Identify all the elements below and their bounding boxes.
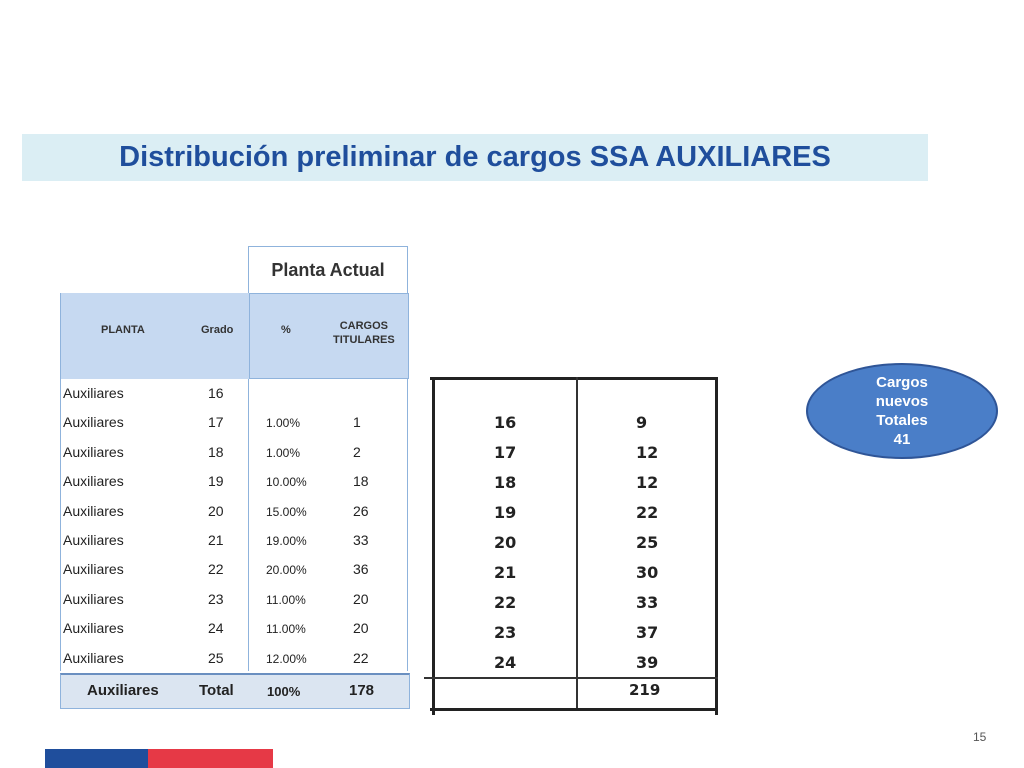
cell-cargos: 2 [353,443,361,460]
header-planta: PLANTA [101,324,145,336]
cell-pct: 20.00% [266,563,307,578]
cell-cargos: 33 [636,593,659,612]
cell-cargos: 20 [353,620,369,637]
cargos-nuevos-table [424,375,720,715]
cell-grado: 21 [208,532,224,548]
cell-cargos: 20 [353,590,369,607]
planta-actual-table [60,246,408,706]
header-grado: Grado [201,324,234,336]
cell-grado: 23 [208,590,224,607]
total-pct: 100% [267,684,301,699]
table-row [424,441,718,471]
footer-bar-red [148,749,273,768]
table-row [61,408,409,437]
total-cargos: 178 [349,682,375,699]
table-row [424,531,718,561]
cell-planta: Auxiliares [63,385,124,401]
cell-grado: 18 [208,443,224,460]
cell-planta: Auxiliares [63,502,124,519]
cell-grado: 24 [208,620,224,637]
table-row [424,651,718,681]
planta-actual-header: Planta Actual [248,246,408,293]
cell-grado: 22 [494,593,517,612]
cell-planta: Auxiliares [63,532,124,548]
cell-planta: Auxiliares [63,590,124,607]
table-row [61,467,409,496]
table-row [424,621,718,651]
slide-title: Distribución preliminar de cargos SSA AUXILIARES [119,141,831,173]
cell-cargos: 26 [353,502,369,519]
cell-pct: 15.00% [266,504,307,519]
table-row [61,497,409,526]
table-row [61,379,409,408]
header-cargos-line1: CARGOS [339,320,388,332]
cell-cargos: 39 [636,653,659,672]
table-row [424,471,718,501]
cell-planta: Auxiliares [63,561,124,578]
table-row [424,561,718,591]
header-cargos-line2: TITULARES [333,334,395,346]
table-row [61,438,409,467]
cell-grado: 16 [494,413,517,432]
cell-planta: Auxiliares [63,649,124,666]
cell-grado: 16 [208,385,224,401]
cell-planta: Auxiliares [63,620,124,637]
cell-cargos: 22 [353,649,369,666]
badge-line1: Cargos [876,374,928,391]
cell-grado: 23 [494,623,517,642]
cell-pct: 11.00% [266,622,306,637]
cell-grado: 22 [208,561,224,578]
cell-cargos: 33 [353,532,369,548]
cell-grado: 25 [208,649,224,666]
cell-cargos: 1 [353,414,361,431]
cell-cargos: 37 [636,623,659,642]
cell-cargos: 36 [353,561,369,578]
cell-cargos: 12 [636,443,659,462]
badge-line4: 41 [893,431,911,448]
cell-grado: 21 [494,563,517,582]
cell-planta: Auxiliares [63,473,124,490]
cell-planta: Auxiliares [63,443,124,460]
table-row [424,591,718,621]
cell-grado: 18 [494,473,517,492]
cell-cargos: 22 [636,503,659,522]
cell-cargos: 30 [636,563,659,582]
cell-pct: 1.00% [266,445,301,460]
cell-cargos: 18 [353,473,369,490]
cell-pct: 1.00% [266,416,301,431]
planta-actual-total-row [60,673,410,709]
header-cargos-titulares [333,319,395,347]
cell-grado: 20 [208,502,224,519]
planta-actual-body [60,379,409,671]
column-header-band [60,293,409,379]
cargos-nuevos-badge [806,363,998,459]
table-row [61,614,409,643]
page-number: 15 [973,730,987,744]
badge-line3: Totales [876,412,928,429]
footer-bar-blue [45,749,148,768]
right-table-total: 219 [629,681,661,699]
cell-grado: 24 [494,653,517,672]
cell-pct: 11.00% [266,592,306,607]
cell-pct: 10.00% [266,475,307,490]
cell-cargos: 12 [636,473,659,492]
cell-cargos: 25 [636,533,659,552]
table-row [424,411,718,441]
total-planta: Auxiliares [87,682,159,699]
cell-grado: 17 [494,443,517,462]
badge-line2: nuevos [875,393,929,410]
cell-pct: 19.00% [266,534,307,548]
title-bar [22,134,928,181]
table-row [424,501,718,531]
table-row [61,555,409,584]
table-row [61,585,409,614]
table-row [61,526,409,555]
total-grado: Total [199,682,234,699]
header-pct: % [281,324,291,336]
cell-grado: 19 [494,503,517,522]
table-row [61,644,409,673]
cell-cargos: 9 [636,413,648,432]
cell-grado: 19 [208,473,224,490]
cell-grado: 17 [208,414,224,431]
cell-pct: 12.00% [266,651,307,666]
cell-planta: Auxiliares [63,414,124,431]
cell-grado: 20 [494,533,517,552]
